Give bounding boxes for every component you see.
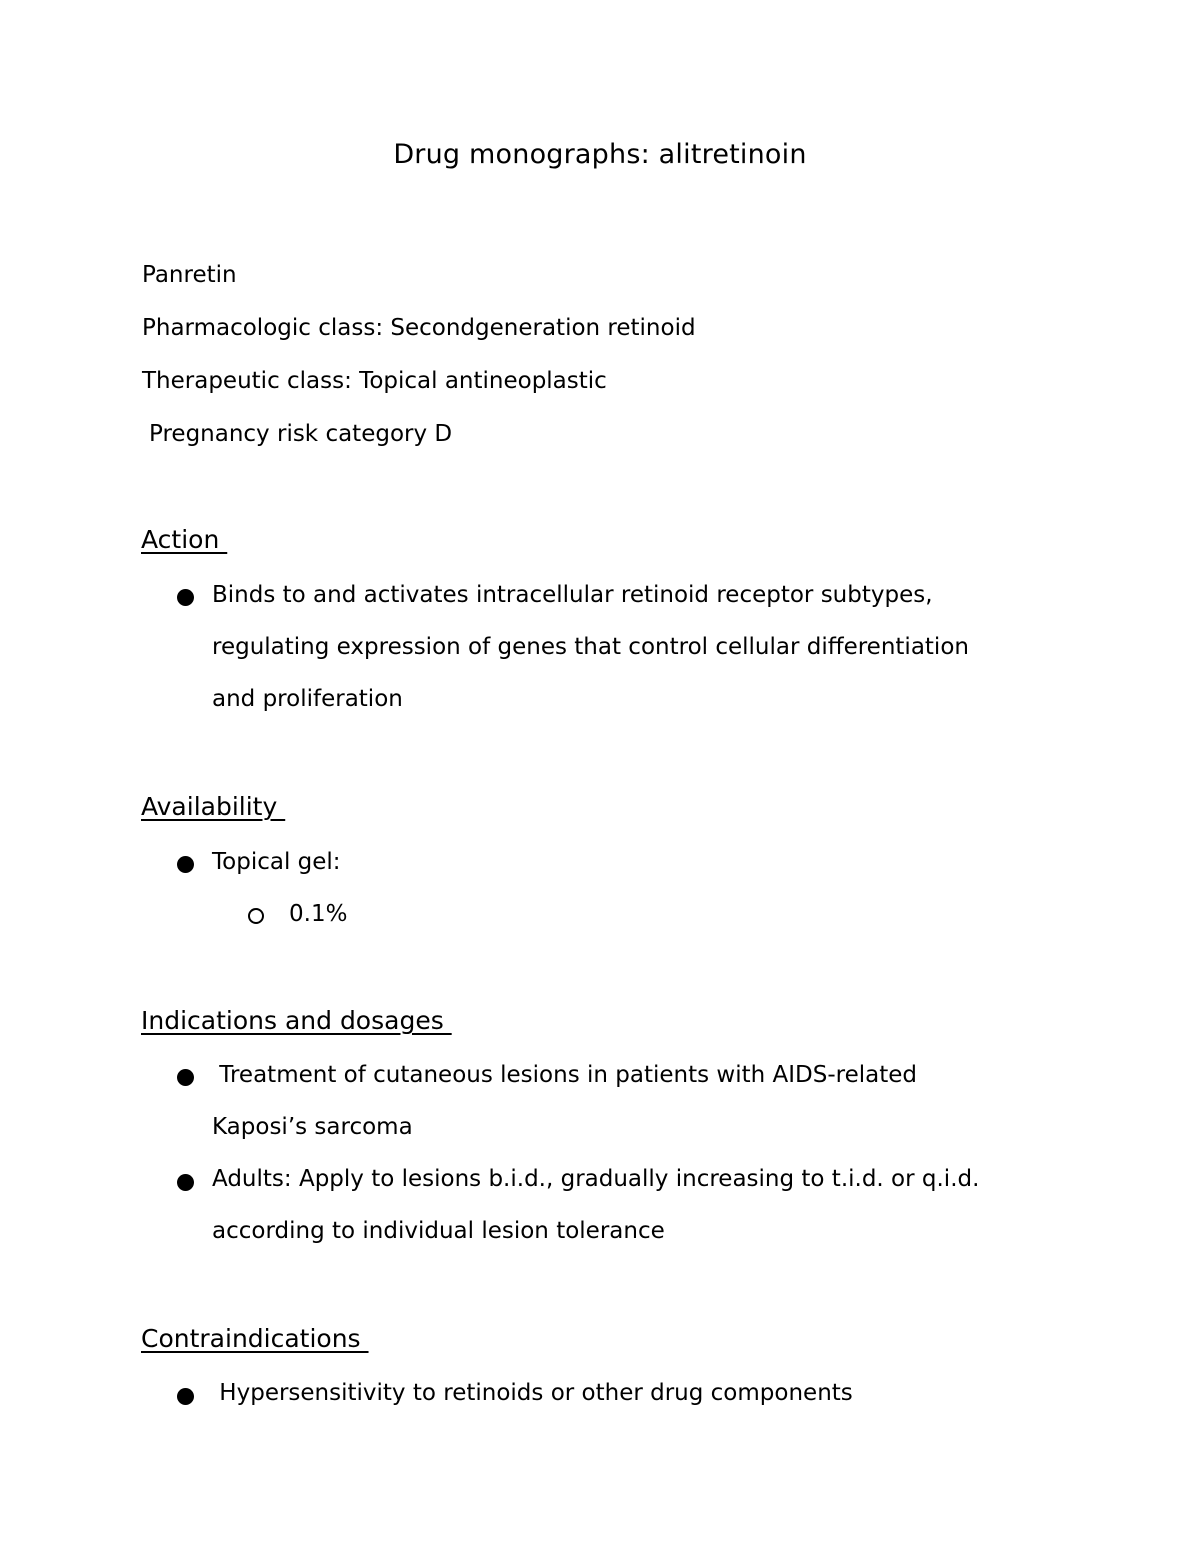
section-heading-availability: Availability [141,792,286,821]
section-heading-indications: Indications and dosages [141,1006,452,1035]
action-bullet-line-2: regulating expression of genes that control cellular differentiation [212,634,969,660]
bullet-icon [177,856,194,873]
bullet-icon [177,589,194,606]
section-heading-contraindications: Contraindications [141,1324,369,1353]
indications-bullet-2-line-1: Adults: Apply to lesions b.i.d., gradually increasing to t.i.d. or q.i.d. [212,1166,980,1192]
indications-bullet-1-line-2: Kaposi’s sarcoma [212,1114,413,1140]
action-bullet-line-1: Binds to and activates intracellular retinoid receptor subtypes, [212,582,933,608]
pregnancy-risk: Pregnancy risk category D [149,421,453,447]
availability-sub-bullet-text: 0.1% [289,901,348,927]
availability-bullet-text: Topical gel: [212,849,341,875]
indications-bullet-2-line-2: according to individual lesion tolerance [212,1218,665,1244]
action-bullet-line-3: and proliferation [212,686,403,712]
bullet-icon [177,1069,194,1086]
bullet-icon [177,1174,194,1191]
brand-name: Panretin [142,262,237,288]
hollow-bullet-icon [248,908,264,924]
therapeutic-class: Therapeutic class: Topical antineoplastic [142,368,607,394]
document-title: Drug monographs: alitretinoin [393,139,807,170]
bullet-icon [177,1388,194,1405]
pharmacologic-class: Pharmacologic class: Secondgeneration retinoid [142,315,696,341]
contraindications-bullet-text: Hypersensitivity to retinoids or other drug components [212,1380,853,1406]
indications-bullet-1-line-1: Treatment of cutaneous lesions in patients with AIDS-related [212,1062,918,1088]
section-heading-action: Action [141,525,228,554]
